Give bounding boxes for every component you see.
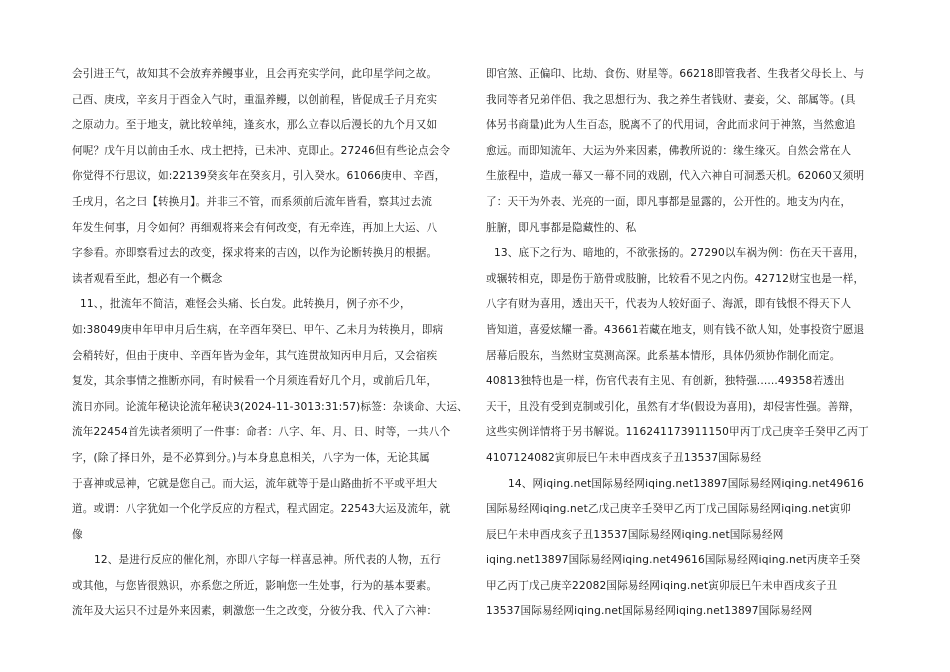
paragraph-line: 即官煞、正偏印、比劫、食伤、财星等。66218即管我者、生我者父母长上、与 — [486, 68, 865, 80]
paragraph-line: 辰巳午未申酉戌亥子丑13537国际易经网iqing.net国际易经网 — [486, 528, 784, 541]
paragraph-line: 流年22454首先读者须明了一件事：命者：八字、年、月、日、时等，一共八个 — [72, 426, 451, 439]
paragraph-line: 己酉、庚戌，辛亥月于酉金入气时，重温养鳗，以创前程，皆促成壬子月充实 — [72, 93, 438, 106]
paragraph-line: 之原动力。至于地支，就比较单纯，逢亥水，那么立春以后漫长的九个月又如 — [72, 119, 438, 132]
paragraph-line: 13537国际易经网iqing.net国际易经网iqing.net13897国际易经网 — [486, 605, 813, 618]
paragraph-line: 生旅程中，造成一幕又一幕不同的戏剧，代入六神自可洞悉天机。62060又须明 — [486, 170, 865, 183]
paragraph-line: 流年及大运只不过是外来因素，刺激您一生之改变，分彼分我、代入了六神： — [72, 605, 438, 618]
paragraph-line: 八字有财为喜用，透出天干，代表为人较好面子、海派，即有钱恨不得天下人 — [486, 298, 852, 311]
paragraph-line: 于喜神或忌神，它就是您自己。而大运，流年就等于是山路曲折不平或平坦大 — [72, 477, 438, 490]
paragraph-line: 年发生何事，月令如何？再细观将来会有何改变，有无牵连，再加上大运、八 — [72, 221, 438, 234]
paragraph-line: 字，(除了择日外，是不必算到分。)与本身息息相关，八字为一体，无论其属 — [72, 451, 430, 464]
paragraph-line: 皆知道，喜爱炫耀一番。43661若藏在地支，则有钱不欲人知，处事投资宁愿退 — [486, 323, 865, 336]
paragraph-line: 4107124082寅卯辰巳午未申酉戌亥子丑13537国际易经 — [486, 451, 762, 464]
section-heading-line: 14、网iqing.net国际易经网iqing.net13897国际易经网iqing.net49616 — [508, 477, 865, 490]
section-heading-line: 12、是进行反应的催化剂，亦即八字每一样喜忌神。所代表的人物，五行 — [94, 554, 441, 567]
section-heading-line: 11、，批流年不简洁，难怪会头痛、长白发。此转换月，例子亦不少， — [80, 298, 411, 311]
paragraph-line: 壬戌月，名之曰【转换月】。并非三不管，而系须前后流年皆看，察其过去流 — [72, 195, 432, 208]
paragraph-line: 或其他，与您皆很熟识，亦系您之所近，影响您一生处事，行为的基本要素。 — [72, 579, 438, 592]
paragraph-line: 字参看。亦即察看过去的改变，探求将来的吉凶，以作为论断转换月的根据。 — [72, 247, 438, 260]
paragraph-line: 了：天干为外表、光亮的一面，即凡事都是显露的，公开性的。地支为内在， — [486, 195, 852, 208]
paragraph-line: 会稍转好，但由于庚申、辛酉年皆为金年，其气连贯故知丙申月后，又会宿疾 — [72, 349, 438, 362]
paragraph-line: 这些实例详情将于另书解说。116241173911150甲丙丁戊己庚辛壬癸甲乙丙丁 — [486, 426, 869, 439]
paragraph-line: 40813独特也是一样，伤官代表有主见、有创新，独特强......49358若透出 — [486, 375, 845, 388]
paragraph-line: 甲乙丙丁戊己庚辛22082国际易经网iqing.net寅卯辰巳午未申酉戌亥子丑 — [486, 579, 838, 592]
paragraph-line: 或辗转相克，即是伤于筋骨或肢腑，比较看不见之内伤。42712财宝也是一样， — [486, 272, 865, 285]
paragraph-line: 居幕后股东，当然财宝莫测高深。此系基本情形，具体仍须协作制化而定。 — [486, 349, 841, 362]
paragraph-line: 脏腑，即凡事都是隐藏性的、私 — [486, 221, 637, 234]
paragraph-line: 国际易经网iqing.net乙戊己庚辛壬癸甲乙丙丁戊己国际易经网iqing.net寅卯 — [486, 503, 851, 516]
paragraph-line: 会引进王气，故知其不会放弃养鳗事业，且会再充实学问，此印星学问之故。 — [72, 68, 438, 80]
left-text-column — [72, 62, 470, 625]
right-text-column — [486, 62, 882, 625]
paragraph-line: 你觉得不行思议，如:22139癸亥年在癸亥月，引入癸水。61066庚申、辛酉， — [72, 170, 446, 183]
paragraph-line: 读者观看至此，想必有一个概念 — [72, 272, 223, 285]
paragraph-line: 愈远。而即知流年、大运为外来因素，佛教所说的：缘生缘灭。自然会常在人 — [486, 144, 852, 157]
paragraph-line: 复发，其余事情之推断亦同，有时候看一个月须连看好几个月，或前后几年， — [72, 375, 438, 388]
paragraph-line: iqing.net13897国际易经网iqing.net49616国际易经网iqing.net丙庚辛壬癸 — [486, 554, 861, 567]
paragraph-line: 流日亦同。论流年秘诀论流年秘诀3(2024-11-3013:31:57)标签：杂谈命、大运、 — [72, 400, 468, 413]
paragraph-line: 如:38049庚申年甲申月后生病，在辛酉年癸巳、甲午、乙未月为转换月，即病 — [72, 323, 444, 336]
paragraph-line: 我同等者兄弟伴侣、我之思想行为、我之养生者钱财、妻妾，父、部属等。(具 — [486, 93, 856, 106]
paragraph-line: 道。或谓：八字犹如一个化学反应的方程式，程式固定。22543大运及流年，就 — [72, 503, 451, 516]
paragraph-line: 体另书商量)此为人生百态，脱离不了的代用词，舍此而求问于神煞，当然愈追 — [486, 119, 856, 132]
paragraph-line: 天干，且没有受到克制或引化，虽然有才华(假设为喜用)，却侵害性强。善辩， — [486, 400, 860, 413]
section-heading-line: 13、底下之行为、暗地的，不欲张扬的。27290以车祸为例：伤在天干喜用， — [494, 247, 865, 260]
paragraph-line: 像 — [72, 528, 83, 541]
paragraph-line: 何呢？戊午月以前由壬水、戌土把持，已未冲、克即止。27246但有些论点会令 — [72, 144, 451, 157]
